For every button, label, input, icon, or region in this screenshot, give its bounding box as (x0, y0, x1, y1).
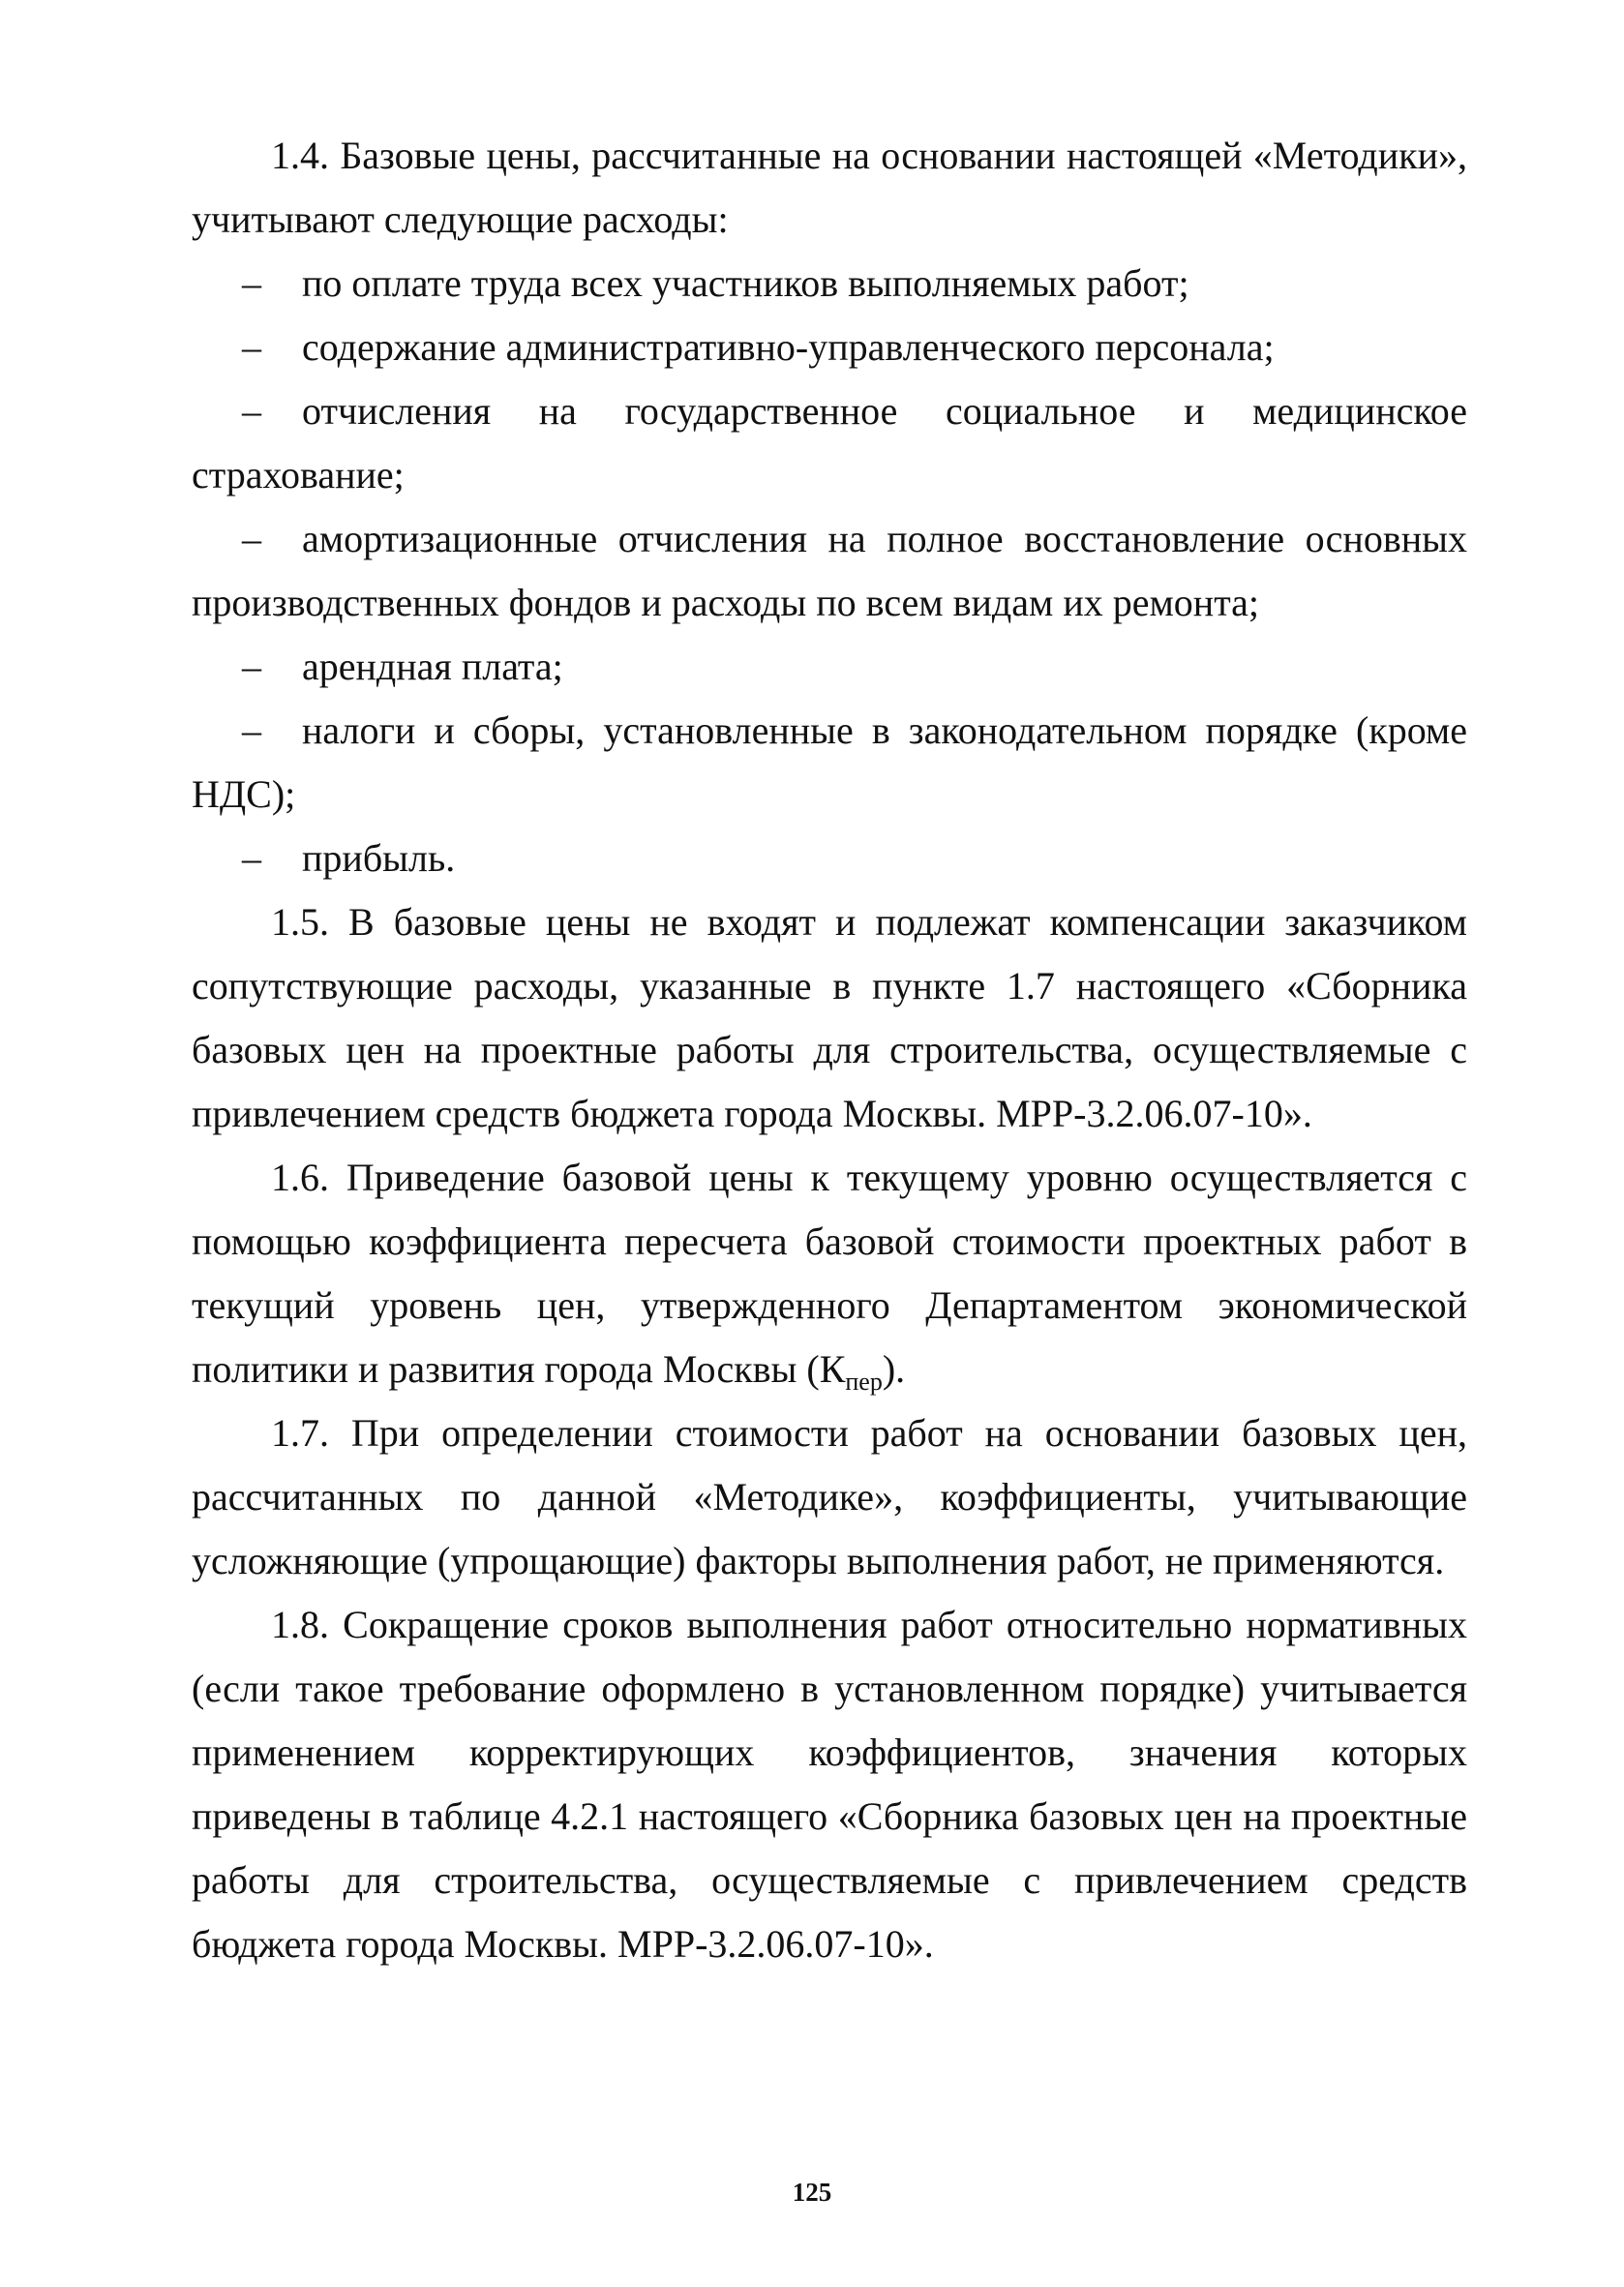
list-item (192, 316, 1467, 379)
list-item (192, 379, 1467, 507)
paragraph-1-4: 1.4. Базовые цены, рассчитанные на основании настоящей «Методики», учитывают следующие расходы: (192, 134, 1467, 241)
list-item-text: прибыль. (302, 836, 456, 880)
page-number: 125 (792, 2178, 832, 2207)
list-item-text: по оплате труда всех участников выполняемых работ; (302, 261, 1189, 305)
list-item-text: арендная плата; (302, 645, 563, 688)
list-item (192, 827, 1467, 890)
list-item-text: амортизационные отчисления на полное восстановление основных производственных фондов и расходы по всем видам их ремонта; (192, 517, 1467, 624)
paragraph-1-6-text: 1.6. Приведение базовой цены к текущему уровню осуществляется с помощью коэффициента пересчета базовой стоимости проектных работ в текущий уровень цен, утвержденного Департаментом экономической политики и развития города Москвы (К (192, 1156, 1467, 1391)
paragraph-1-5: 1.5. В базовые цены не входят и подлежат компенсации заказчиком сопутствующие расходы, указанные в пункте 1.7 настоящего «Сборника базовых цен на проектные работы для строительства, осуществляемые с привлечением средств бюджета города Москвы. МРР-3.2.06.07-10». (192, 900, 1467, 1135)
list-item-text: налоги и сборы, установленные в законодательном порядке (кроме НДС); (192, 708, 1467, 816)
paragraph-1-6 (192, 1146, 1467, 1401)
paragraph-1-6-end: ). (882, 1347, 906, 1391)
dash-marker: – (242, 836, 261, 880)
list-item-text: отчисления на государственное социальное и медицинское страхование; (192, 389, 1467, 497)
paragraph-1-7: 1.7. При определении стоимости работ на основании базовых цен, рассчитанных по данной «Методике», коэффициенты, учитывающие усложняющие (упрощающие) факторы выполнения работ, не применяются. (192, 1411, 1467, 1582)
dash-marker: – (242, 389, 261, 433)
list-item (192, 635, 1467, 699)
list-item (192, 507, 1467, 635)
expense-list (192, 252, 1467, 890)
k-subscript: пер (845, 1368, 883, 1396)
dash-marker: – (242, 261, 261, 305)
dash-marker: – (242, 645, 261, 688)
paragraph-1-8: 1.8. Сокращение сроков выполнения работ относительно нормативных (если такое требование оформлено в установленном порядке) учитывается применением корректирующих коэффициентов, значения которых приведены в таблице 4.2.1 настоящего «Сборника базовых цен на проектные работы для строительства, осуществляемые с привлечением средств бюджета города Москвы. МРР-3.2.06.07-10». (192, 1603, 1467, 1966)
list-item-text: содержание административно-управленческого персонала; (302, 325, 1275, 369)
document-body (192, 124, 1467, 1976)
list-item (192, 252, 1467, 316)
dash-marker: – (242, 325, 261, 369)
dash-marker: – (242, 708, 261, 752)
list-item (192, 699, 1467, 827)
dash-marker: – (242, 517, 261, 560)
